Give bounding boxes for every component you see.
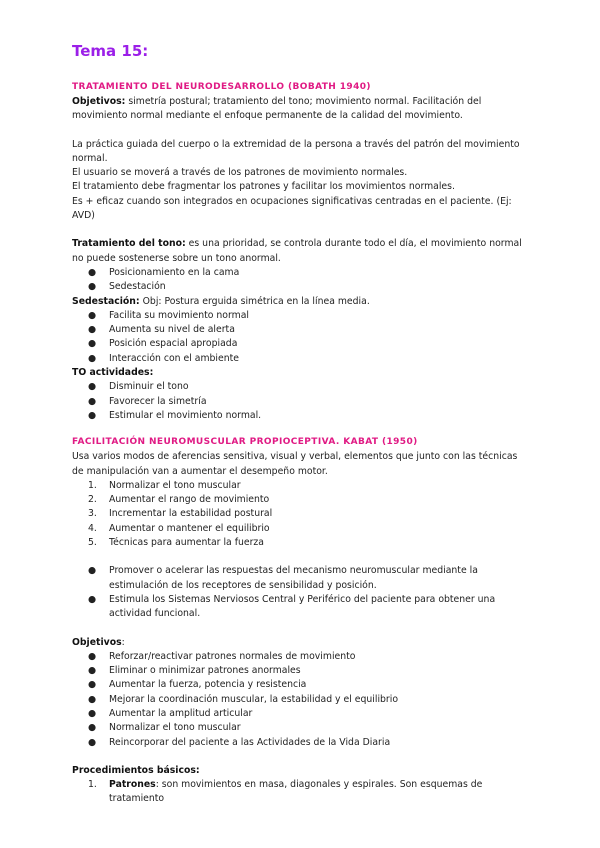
kabat-objetivos-list: [72, 650, 528, 750]
bullet-icon: ●: [88, 281, 97, 293]
list-item: ● Estimula los Sistemas Nerviosos Central y Periférico del paciente para obtener una actividad funcional.: [88, 593, 496, 620]
list-item: ● Favorecer la simetría: [72, 395, 528, 409]
list-item: ● Sedestación: [72, 280, 528, 294]
bullet-icon: ●: [88, 381, 97, 393]
bullet-icon: ●: [88, 679, 97, 691]
bullet-icon: ●: [88, 409, 97, 421]
tono-text: es una prioridad, se controla durante todo el día, el movimiento normal no puede sostenerse sobre un tono anormal.: [72, 238, 522, 264]
list-item: ● Posición espacial apropiada: [72, 337, 528, 351]
tono-list: [72, 266, 528, 295]
list-item: ● Reforzar/reactivar patrones normales de movimiento: [72, 650, 528, 664]
kabat-intro: Usa varios modos de aferencias sensitiva, visual y verbal, elementos que junto con las técnicas de manipulación van a aumentar el desempeño motor.: [72, 451, 518, 477]
bullet-icon: ●: [88, 324, 97, 336]
bobath-heading: TRATAMIENTO DEL NEURODESARROLLO (BOBATH 1940): [72, 82, 371, 92]
bullet-icon: ●: [88, 352, 97, 364]
sedestacion-label: Sedestación:: [72, 295, 140, 307]
bobath-objetivos-label: Objetivos:: [72, 96, 126, 107]
bullet-icon: ●: [88, 309, 97, 321]
sedestacion-text: Obj: Postura erguida simétrica en la línea media.: [139, 295, 370, 307]
kabat-numbered-list: [72, 479, 528, 550]
bullet-icon: ●: [88, 338, 97, 350]
list-item: ● Interacción con el ambiente: [72, 352, 528, 366]
to-actividades-list: [72, 380, 528, 423]
kabat-bullet-list: [72, 564, 528, 621]
list-item: 2. Aumentar el rango de movimiento: [88, 494, 270, 506]
list-item: ● Aumenta su nivel de alerta: [72, 323, 528, 337]
tono-paragraph: [72, 237, 528, 266]
list-item: ● Estimular el movimiento normal.: [72, 409, 528, 423]
list-item: ● Aumentar la fuerza, potencia y resistencia: [72, 678, 528, 692]
list-item: 5. Técnicas para aumentar la fuerza: [88, 537, 264, 549]
bobath-paragraph: El tratamiento debe fragmentar los patrones y facilitar los movimientos normales.: [72, 181, 455, 193]
list-item: 3. Incrementar la estabilidad postural: [88, 508, 273, 520]
bullet-icon: ●: [88, 707, 97, 719]
list-item: ● Aumentar la amplitud articular: [72, 707, 528, 721]
to-actividades-label: TO actividades:: [72, 367, 154, 379]
list-item: ● Disminuir el tono: [72, 380, 528, 394]
sedestacion-list: [72, 309, 528, 366]
tono-label: Tratamiento del tono:: [72, 238, 186, 250]
procedimientos-label: Procedimientos básicos:: [72, 764, 200, 776]
page-title: Tema 15:: [72, 42, 149, 60]
list-item: 1. Normalizar el tono muscular: [88, 479, 241, 491]
sedestacion-paragraph: [72, 295, 528, 309]
bobath-paragraph: El usuario se moverá a través de los patrones de movimiento normales.: [72, 167, 408, 179]
list-item: ● Facilita su movimiento normal: [72, 309, 528, 323]
bullet-icon: ●: [88, 593, 97, 605]
kabat-objetivos-label: Objetivos:: [72, 636, 125, 648]
bullet-icon: ●: [88, 665, 97, 677]
list-item: ● Posicionamiento en la cama: [72, 266, 528, 280]
bullet-icon: ●: [88, 736, 97, 748]
bullet-icon: ●: [88, 266, 97, 278]
bobath-paragraph: Es + eficaz cuando son integrados en ocupaciones significativas centradas en el paciente. (Ej: AVD): [72, 195, 512, 222]
bullet-icon: ●: [88, 565, 97, 577]
kabat-heading: FACILITACIÓN NEUROMUSCULAR PROPIOCEPTIVA. KABAT (1950): [72, 437, 418, 448]
bullet-icon: ●: [88, 722, 97, 734]
bullet-icon: ●: [88, 693, 97, 705]
bullet-icon: ●: [88, 395, 97, 407]
list-item: 1. Patrones: son movimientos en masa, diagonales y espirales. Son esquemas de tratamiento: [88, 779, 483, 805]
bobath-objetivos-text: simetría postural; tratamiento del tono; movimiento normal. Facilitación del movimiento normal mediante el enfoque permanente de la calidad del movimiento.: [72, 96, 482, 122]
list-item: ● Eliminar o minimizar patrones anormales: [72, 664, 528, 678]
list-item: ● Mejorar la coordinación muscular, la estabilidad y el equilibrio: [72, 693, 528, 707]
list-item: ● Reincorporar del paciente a las Actividades de la Vida Diaria: [72, 736, 528, 750]
bobath-paragraph: La práctica guiada del cuerpo o la extremidad de la persona a través del patrón del movimiento normal.: [72, 138, 520, 164]
procedimientos-list: [72, 778, 528, 807]
list-item: ● Promover o acelerar las respuestas del mecanismo neuromuscular mediante la estimulación de los receptores de sensibilidad y posición.: [88, 565, 478, 591]
bobath-objetivos: [72, 95, 528, 124]
bullet-icon: ●: [88, 650, 97, 662]
list-item: 4. Aumentar o mantener el equilibrio: [88, 522, 270, 534]
list-item: ● Normalizar el tono muscular: [72, 721, 528, 735]
